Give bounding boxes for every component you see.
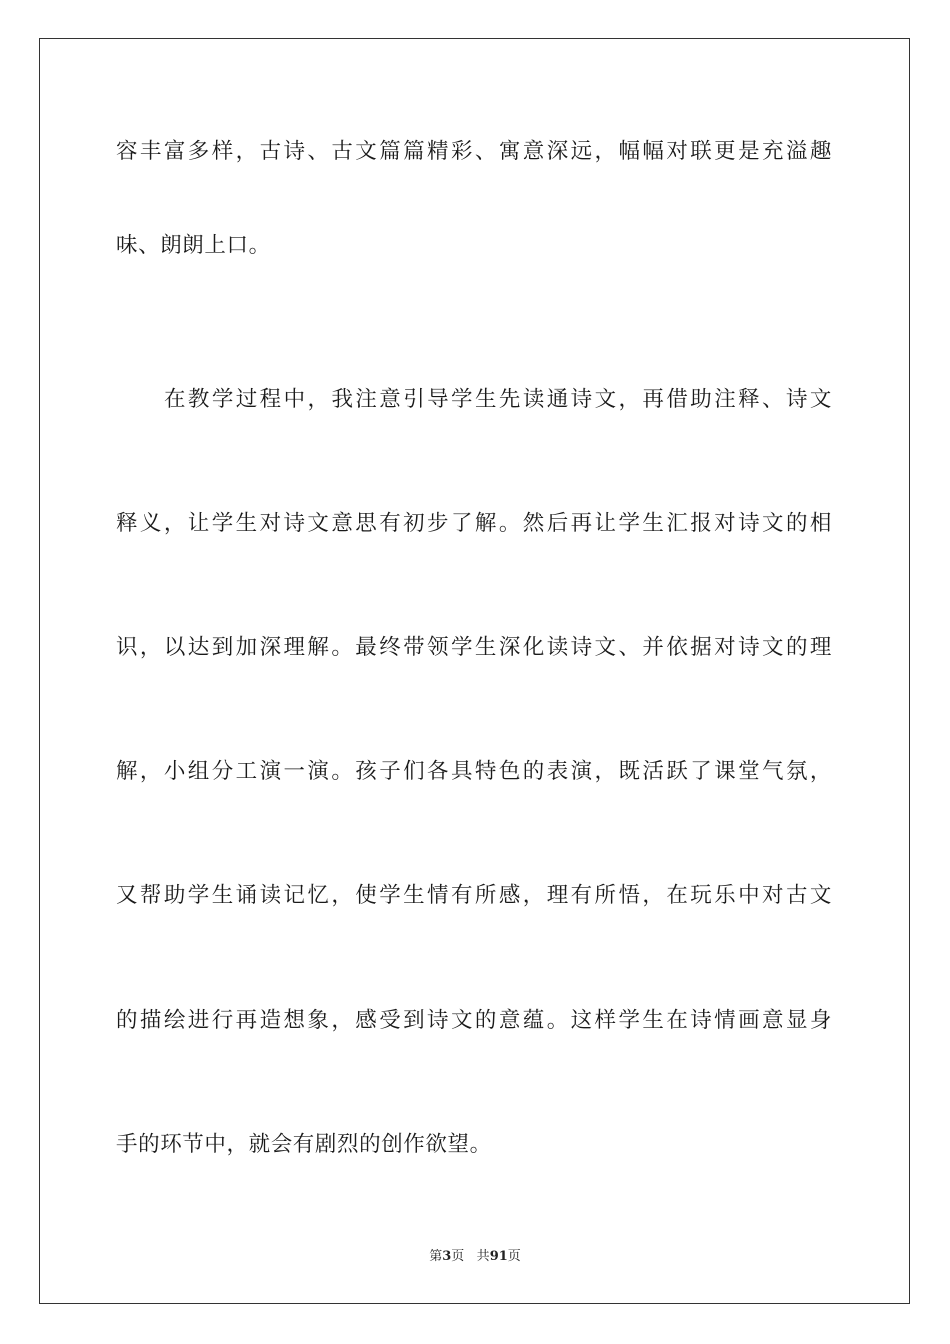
text-line-5: 识，以达到加深理解。最终带领学生深化读诗文、并依据对诗文的理 [116, 635, 832, 660]
text-line-8: 的描绘进行再造想象，感受到诗文的意蕴。这样学生在诗情画意显身 [116, 1008, 832, 1033]
page-border [39, 38, 910, 1304]
total-prefix: 共 [476, 1249, 490, 1264]
text-line-7: 又帮助学生诵读记忆，使学生情有所感，理有所悟，在玩乐中对古文 [116, 883, 832, 908]
text-line-4: 释义，让学生对诗文意思有初步了解。然后再让学生汇报对诗文的相 [116, 511, 832, 536]
text-line-9: 手的环节中，就会有剧烈的创作欲望。 [116, 1132, 492, 1157]
page-number: 3 [442, 1249, 452, 1264]
text-line-2: 味、朗朗上口。 [116, 233, 271, 258]
text-line-3: 在教学过程中，我注意引导学生先读通诗文，再借助注释、诗文 [164, 387, 832, 412]
page-footer [0, 1248, 950, 1266]
total-pages: 91 [489, 1249, 508, 1264]
text-line-6: 解，小组分工演一演。孩子们各具特色的表演，既活跃了课堂气氛， [116, 759, 832, 784]
text-line-1: 容丰富多样，古诗、古文篇篇精彩、寓意深远，幅幅对联更是充溢趣 [116, 139, 832, 164]
page-prefix: 第 [429, 1249, 443, 1264]
page-suffix: 页 [451, 1249, 465, 1264]
total-suffix: 页 [507, 1249, 521, 1264]
